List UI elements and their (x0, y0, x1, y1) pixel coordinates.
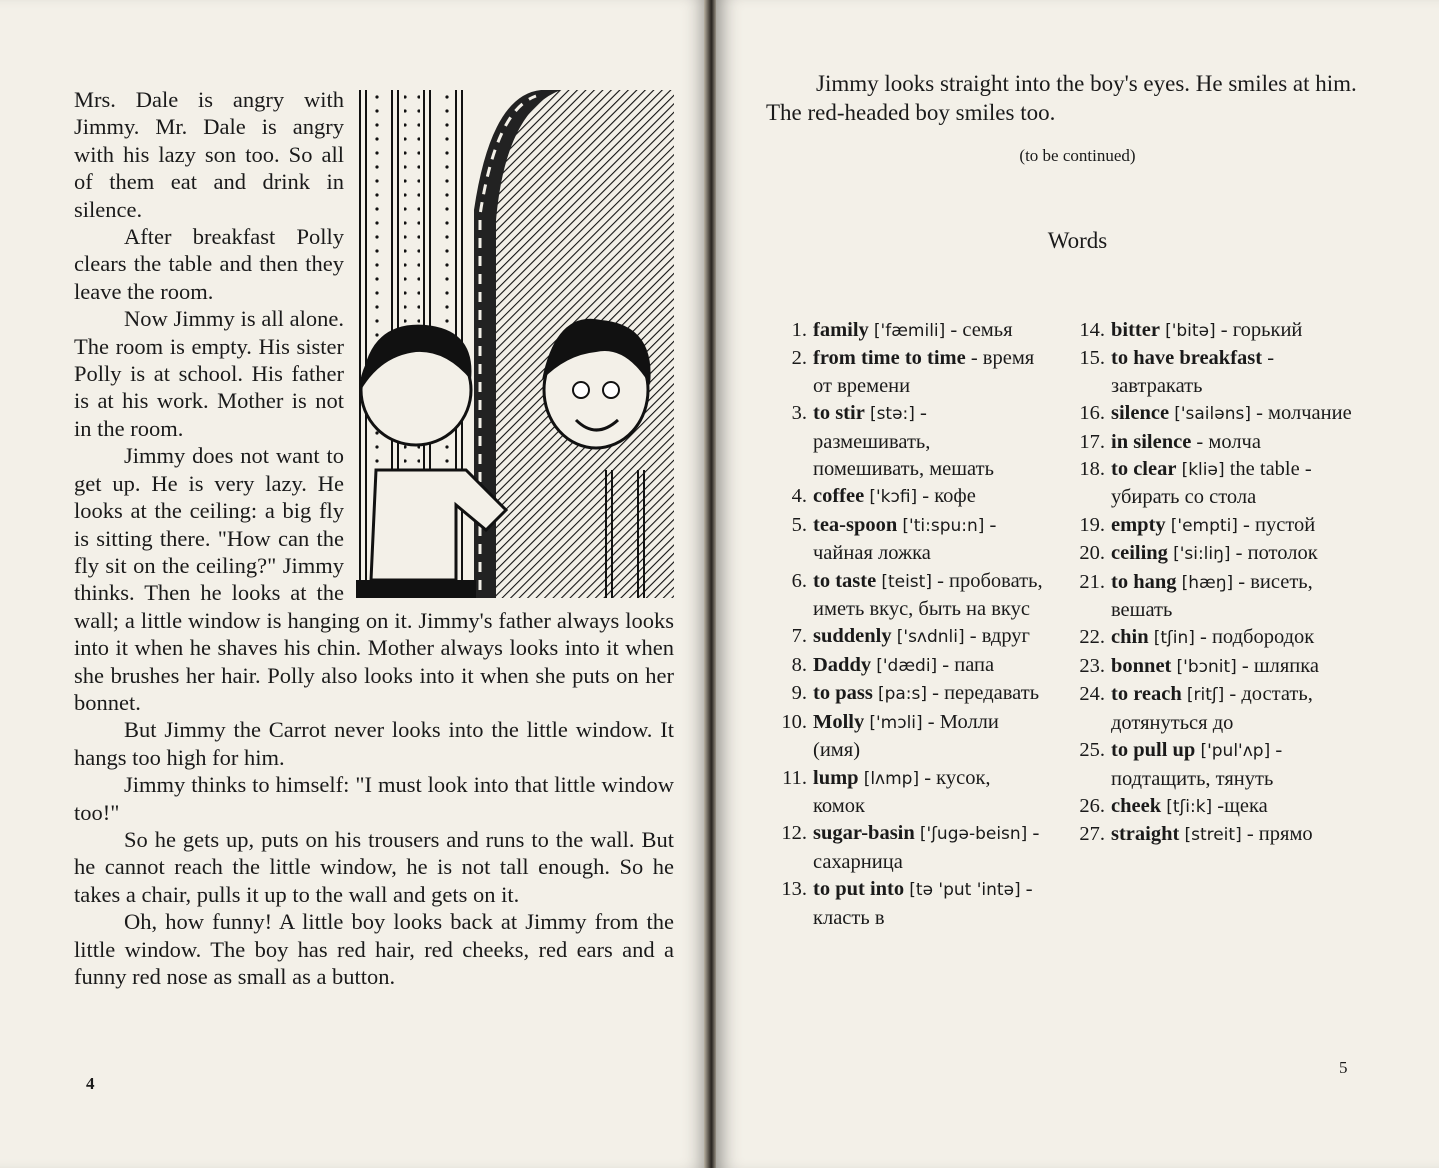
vocab-entry (774, 512, 1044, 568)
vocab-body (813, 876, 1044, 932)
vocab-transcription: [tʃin] (1153, 628, 1195, 649)
vocab-body (1111, 429, 1354, 456)
story-paragraph: Mrs. Dale is angry with Jimmy. Mr. Dale is angry with his lazy son too. So all of them eat and drink in silence. (74, 87, 344, 222)
illustration-jimmy-mirror (356, 90, 674, 598)
vocab-word: in silence (1111, 430, 1192, 453)
vocab-word: straight (1111, 823, 1180, 846)
vocab-number: 19. (1079, 513, 1105, 536)
vocab-word: Molly (813, 710, 865, 733)
mirror-illustration-icon (356, 90, 674, 598)
vocab-entry (1072, 456, 1354, 512)
vocab-entry (774, 623, 1044, 651)
vocab-transcription: ['si:liŋ] (1173, 544, 1231, 565)
vocab-body (1111, 653, 1354, 681)
vocab-entry (774, 400, 1044, 483)
vocab-number: 11. (782, 766, 807, 789)
vocab-word: to pass (813, 682, 873, 705)
vocabulary-column-1 (774, 317, 1044, 932)
vocab-translation: - пробовать, иметь вкус, быть на вкус (813, 569, 1043, 621)
vocab-translation: - подтащить, тянуть (1111, 739, 1283, 790)
vocab-entry (774, 820, 1044, 876)
vocab-word: suddenly (813, 625, 892, 648)
vocab-transcription: [stə:] (869, 404, 915, 425)
vocab-number: 5. (791, 513, 807, 536)
vocab-number: 6. (791, 569, 807, 592)
vocab-entry (774, 876, 1044, 932)
vocab-word: to clear (1111, 458, 1177, 481)
story-paragraph: Oh, how funny! A little boy looks back at Jimmy from the little window. The boy has red hair, red cheeks, red ears and a funny red nose as small as a button. (74, 909, 674, 989)
vocab-number: 10. (781, 710, 807, 733)
vocab-translation: - прямо (1246, 823, 1313, 846)
vocab-word: chin (1111, 626, 1149, 649)
vocab-translation: - кусок, комок (813, 766, 991, 817)
vocab-body (1111, 681, 1354, 737)
vocab-translation: - подбородок (1200, 626, 1315, 649)
vocab-body (813, 623, 1044, 651)
story-text (74, 86, 674, 990)
vocab-body (813, 709, 1044, 765)
vocab-entry (774, 483, 1044, 511)
vocab-translation: - молча (1196, 430, 1261, 453)
vocab-number: 3. (791, 402, 807, 425)
vocab-number: 27. (1079, 823, 1105, 846)
vocab-transcription: ['pul'ʌp] (1200, 741, 1271, 762)
vocab-word: to reach (1111, 683, 1182, 706)
vocab-entry (1072, 821, 1354, 849)
vocab-transcription: ['bɔnit] (1176, 656, 1237, 677)
vocab-number: 7. (791, 625, 807, 648)
vocab-body (1111, 624, 1354, 652)
vocab-word: coffee (813, 485, 865, 508)
vocab-transcription: [streit] (1184, 825, 1242, 846)
vocab-translation: - Молли (имя) (813, 710, 999, 762)
vocab-entry (1072, 737, 1354, 793)
vocab-body (1111, 400, 1354, 428)
vocab-word: to hang (1111, 570, 1177, 593)
vocab-translation: - размешивать, помешивать, мешать (813, 402, 994, 481)
vocab-transcription: ['ʃugə-beisn] (919, 824, 1028, 845)
vocab-number: 23. (1079, 654, 1105, 677)
vocab-transcription: [pa:s] (877, 684, 927, 705)
vocab-body (813, 483, 1044, 511)
to-be-continued: (to be continued) (1019, 146, 1136, 165)
vocab-body (1111, 317, 1354, 345)
vocab-transcription: [kliə] (1181, 460, 1225, 481)
vocab-translation: - шляпка (1241, 654, 1319, 677)
vocab-word: empty (1111, 513, 1166, 536)
vocab-entry (1072, 681, 1354, 737)
vocab-translation: - потолок (1235, 542, 1318, 565)
vocab-translation: - пустой (1243, 513, 1316, 536)
vocab-body (1111, 345, 1354, 400)
story-paragraph: After breakfast Polly clears the table and then they leave the room. (74, 224, 344, 304)
vocab-entry (1072, 345, 1354, 400)
vocab-word: silence (1111, 402, 1170, 425)
vocab-translation: - вдруг (969, 625, 1030, 648)
vocab-transcription: ['kɔfi] (869, 487, 918, 508)
story-continuation: Jimmy looks straight into the boy's eyes. He smiles at him. The red-headed boy smiles too. (766, 71, 1357, 125)
story-paragraph: But Jimmy the Carrot never looks into the little window. It hangs too high for him. (74, 717, 674, 770)
words-heading: Words (1047, 228, 1108, 253)
vocab-entry (1072, 540, 1354, 568)
vocab-entry (774, 317, 1044, 345)
vocab-body (813, 400, 1044, 483)
vocab-number: 2. (791, 347, 807, 370)
vocab-entry (1072, 429, 1354, 456)
vocab-entry (774, 345, 1044, 400)
vocab-transcription: ['sailəns] (1174, 404, 1251, 425)
vocab-translation: - сахарница (813, 822, 1040, 873)
vocab-translation: - горький (1220, 319, 1303, 341)
vocab-body (813, 652, 1044, 680)
vocab-number: 26. (1079, 794, 1105, 817)
vocab-word: to stir (813, 402, 865, 425)
vocab-body (1111, 821, 1354, 849)
vocab-translation: - семья (950, 319, 1013, 341)
vocab-body (813, 345, 1044, 400)
vocab-number: 18. (1079, 458, 1105, 481)
vocab-entry (1072, 569, 1354, 625)
vocab-translation: the table - убирать со стола (1111, 458, 1312, 509)
vocab-translation: -щека (1217, 794, 1268, 817)
vocab-body (1111, 569, 1354, 625)
vocab-number: 16. (1079, 402, 1105, 425)
vocab-translation: - время от времени (813, 347, 1035, 397)
vocab-word: tea-spoon (813, 513, 898, 536)
vocab-number: 15. (1079, 347, 1105, 370)
vocab-number: 12. (781, 822, 807, 845)
vocab-transcription: [teist] (881, 571, 932, 592)
vocab-number: 22. (1079, 626, 1105, 649)
vocab-translation: - передавать (932, 682, 1040, 705)
vocab-number: 24. (1079, 683, 1105, 706)
vocab-transcription: [tʃi:k] (1166, 796, 1213, 817)
vocab-number: 17. (1079, 430, 1105, 453)
vocab-transcription: ['ti:spu:n] (902, 515, 985, 536)
story-paragraph: Now Jimmy is all alone. The room is empty. His sister Polly is at school. His father is at his work. Mother is not in the room. (74, 306, 344, 441)
vocab-transcription: ['dædi] (876, 655, 938, 676)
vocab-number: 9. (791, 682, 807, 705)
vocab-body (1111, 456, 1354, 512)
page-number-right: 5 (1339, 1058, 1348, 1077)
vocab-entry (774, 568, 1044, 624)
vocab-word: to put into (813, 878, 905, 901)
vocab-entry (1072, 512, 1354, 540)
vocab-number: 8. (791, 653, 807, 676)
story-paragraph: Jimmy does not want to get up. He is very lazy. He looks at the ceiling: a big fly is sitting there. "How can the fly sit on the ceiling?" Jimmy thinks. Then he looks at the wall; a little window is hanging on it. Jimmy's father always looks into it when he shaves his chin. Mother always looks into it when she brushes her hair. Polly also looks into it when she puts on her bonnet. (74, 443, 674, 715)
vocab-word: to pull up (1111, 739, 1196, 762)
vocab-word: ceiling (1111, 542, 1168, 565)
vocab-entry (1072, 793, 1354, 821)
vocab-number: 25. (1079, 739, 1105, 762)
left-page (0, 0, 708, 1168)
vocab-word: sugar-basin (813, 822, 915, 845)
vocab-word: to have breakfast (1111, 347, 1263, 370)
vocab-transcription: ['sʌdnli] (896, 627, 965, 648)
vocab-word: cheek (1111, 794, 1162, 817)
vocab-transcription: [hæŋ] (1181, 572, 1234, 593)
vocab-body (813, 765, 1044, 821)
vocab-entry (774, 652, 1044, 680)
vocab-entry (774, 765, 1044, 821)
vocab-word: Daddy (813, 653, 872, 676)
vocab-number: 20. (1079, 542, 1105, 565)
vocab-entry (774, 709, 1044, 765)
vocab-number: 1. (791, 319, 807, 341)
vocab-entry (1072, 624, 1354, 652)
vocab-transcription: ['fæmili] (873, 321, 946, 341)
vocab-body (813, 512, 1044, 568)
vocab-word: lump (813, 766, 859, 789)
story-paragraph: Jimmy thinks to himself: "I must look into that little window too!" (74, 772, 674, 825)
vocab-word: family (813, 319, 869, 341)
vocab-translation: - папа (942, 653, 995, 676)
vocab-transcription: ['mɔli] (869, 712, 923, 733)
vocab-body (813, 680, 1044, 708)
vocab-word: to taste (813, 569, 877, 592)
vocab-body (1111, 793, 1354, 821)
vocab-translation: - чайная ложка (813, 513, 997, 565)
vocab-translation: - класть в (813, 878, 1033, 929)
story-paragraph: So he gets up, puts on his trousers and runs to the wall. But he cannot reach the little window, he is not tall enough. So he takes a chair, pulls it up to the wall and gets on it. (74, 826, 674, 907)
vocab-number: 13. (781, 878, 807, 901)
vocab-entry (1072, 400, 1354, 428)
vocab-word: from time to time (813, 347, 966, 370)
vocab-translation: - достать, дотянуться до (1111, 683, 1313, 734)
vocab-transcription: [lʌmp] (863, 768, 920, 789)
vocab-body (813, 820, 1044, 876)
vocab-entry (774, 680, 1044, 708)
vocabulary-column-2 (1072, 317, 1354, 850)
vocab-body (813, 568, 1044, 624)
vocab-transcription: [ritʃ] (1186, 685, 1225, 706)
vocab-body (813, 317, 1044, 345)
vocab-translation: - висеть, вешать (1111, 570, 1313, 622)
vocab-body (1111, 540, 1354, 568)
vocab-number: 14. (1079, 319, 1105, 341)
vocab-entry (1072, 317, 1354, 345)
vocab-body (1111, 512, 1354, 540)
vocab-body (1111, 737, 1354, 793)
vocab-translation: - молчание (1256, 402, 1352, 425)
vocab-transcription: ['bitə] (1165, 321, 1216, 341)
vocab-translation: - кофе (922, 485, 976, 508)
vocab-word: bonnet (1111, 654, 1172, 677)
page-number-left: 4 (86, 1074, 95, 1093)
vocab-transcription: ['empti] (1170, 515, 1238, 536)
vocab-translation: - завтракать (1111, 347, 1275, 397)
vocab-number: 4. (791, 485, 807, 508)
vocab-number: 21. (1079, 570, 1105, 593)
vocab-word: bitter (1111, 319, 1160, 341)
vocab-entry (1072, 653, 1354, 681)
vocab-transcription: [tə 'put 'intə] (909, 880, 1021, 901)
